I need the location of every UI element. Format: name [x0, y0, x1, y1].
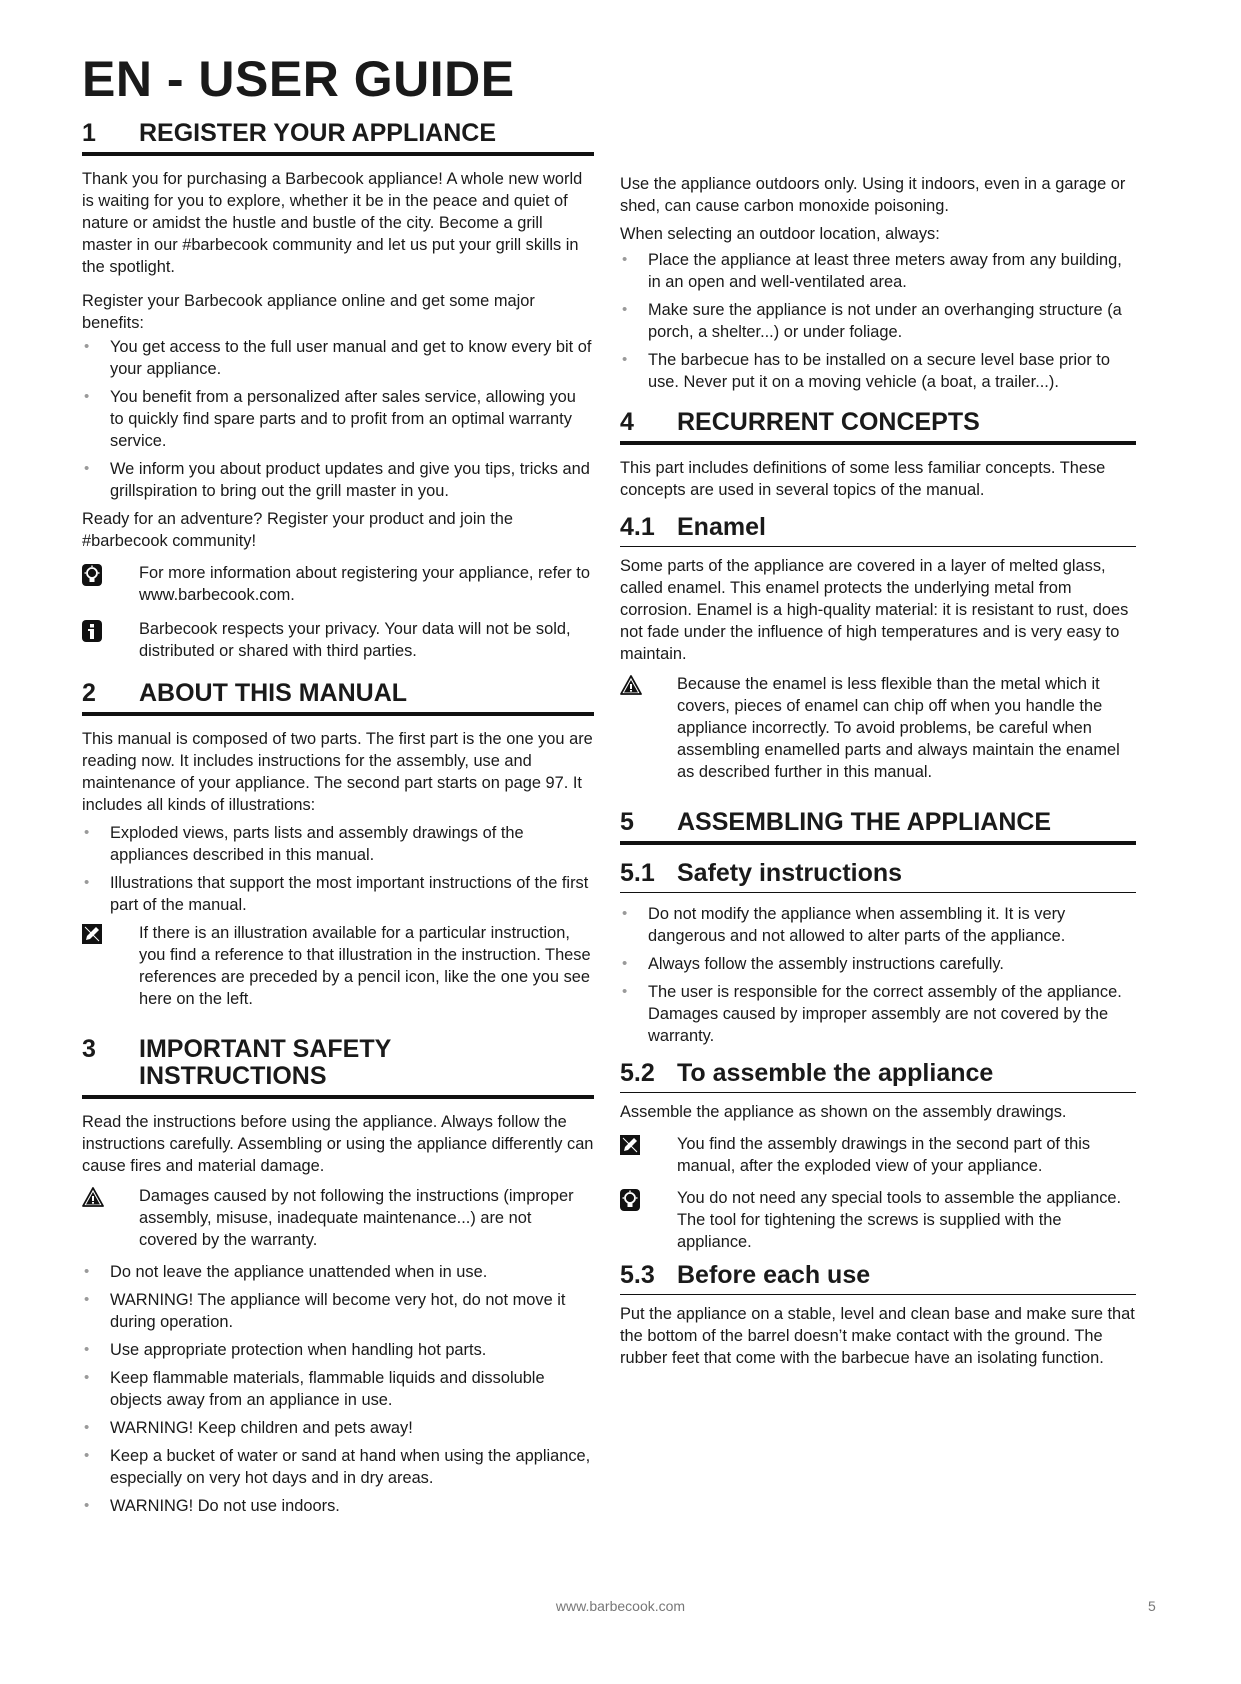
s51-list	[620, 903, 1136, 1047]
section-1-heading	[82, 120, 594, 156]
info-icon	[82, 618, 139, 642]
list-item: • Do not modify the appliance when assembling it. It is very dangerous and not allowed to alter parts of the appliance.	[622, 905, 1066, 945]
tip-text: You do not need any special tools to assemble the appliance. The tool for tightening the screws is supplied with the appliance.	[677, 1189, 1122, 1251]
list-item: • You get access to the full user manual and get to know every bit of your appliance.	[84, 338, 592, 378]
pencil-icon	[82, 922, 139, 944]
section-5-3-heading	[620, 1261, 1136, 1295]
s3-location-list	[620, 249, 1136, 393]
pencil-note	[82, 922, 594, 1010]
section-number: 5	[620, 808, 634, 836]
section-number: 3	[82, 1035, 96, 1063]
list-item: • The barbecue has to be installed on a secure level base prior to use. Never put it on a moving vehicle (a boat, a trailer...).	[622, 351, 1110, 391]
page-title: EN - USER GUIDE	[82, 51, 515, 107]
warning-icon	[620, 673, 677, 695]
section-number: 5.1	[620, 859, 655, 887]
s2-illustrations-list	[82, 822, 594, 916]
list-item: • The user is responsible for the correct assembly of the appliance. Damages caused by improper assembly are not covered by the warranty.	[622, 983, 1122, 1045]
lightbulb-icon	[82, 562, 139, 586]
info-text: Barbecook respects your privacy. Your data will not be sold, distributed or shared with third parties.	[139, 620, 571, 660]
section-5-heading	[620, 809, 1136, 845]
right-column	[620, 173, 1136, 1369]
footer-url: www.barbecook.com	[555, 1598, 686, 1614]
s3-outdoor: Use the appliance outdoors only. Using it indoors, even in a garage or shed, can cause carbon monoxide poisoning.	[620, 175, 1126, 215]
lightbulb-icon	[620, 1187, 677, 1211]
s52-text: Assemble the appliance as shown on the assembly drawings.	[620, 1103, 1067, 1121]
s3-intro: Read the instructions before using the appliance. Always follow the instructions carefully. Assembling or using the appliance differently can cause fires and material damage.	[82, 1113, 594, 1175]
tip-text: For more information about registering your appliance, refer to www.barbecook.com.	[139, 564, 590, 604]
pencil-text: If there is an illustration available for a particular instruction, you find a reference to that illustration in the instruction. These references are preceded by a pencil icon, like the one you see here on the left.	[139, 924, 591, 1008]
pencil-icon	[620, 1133, 677, 1155]
section-title: Safety instructions	[677, 859, 903, 887]
tip-note	[620, 1187, 1136, 1253]
pencil-note	[620, 1133, 1136, 1177]
section-title: IMPORTANT SAFETY INSTRUCTIONS	[139, 1035, 392, 1090]
list-item: • WARNING! Keep children and pets away!	[84, 1419, 413, 1437]
list-item: • Do not leave the appliance unattended when in use.	[84, 1263, 488, 1281]
section-number: 4.1	[620, 513, 655, 541]
warning-icon	[82, 1185, 139, 1207]
s1-ready: Ready for an adventure? Register your product and join the #barbecook community!	[82, 510, 513, 550]
section-number: 1	[82, 119, 96, 147]
list-item: • Place the appliance at least three meters away from any building, in an open and well-ventilated area.	[622, 251, 1122, 291]
warning-text: Because the enamel is less flexible than the metal which it covers, pieces of enamel can chip off when you handle the appliance incorrectly. To avoid problems, be careful when assembling enamelled parts and always maintain the enamel as described further in this manual.	[677, 675, 1120, 781]
s4-intro: This part includes definitions of some less familiar concepts. These concepts are used in several topics of the manual.	[620, 459, 1106, 499]
list-item: • Illustrations that support the most important instructions of the first part of the manual.	[84, 874, 589, 914]
list-item: • Use appropriate protection when handling hot parts.	[84, 1341, 487, 1359]
warning-note	[620, 673, 1136, 783]
list-item: • Keep a bucket of water or sand at hand when using the appliance, especially on very hot days and in dry areas.	[84, 1447, 591, 1487]
list-item: • You benefit from a personalized after sales service, allowing you to quickly find spare parts and to profit from an optimal warranty service.	[84, 388, 576, 450]
s41-text: Some parts of the appliance are covered in a layer of melted glass, called enamel. This enamel protects the underlying metal from corrosion. Enamel is a high-quality material: it is resistant to rust, does not fade under the influence of high temperatures and is very easy to maintain.	[620, 557, 1129, 663]
warning-text: Damages caused by not following the instructions (improper assembly, misuse, inadequate maintenance...) are not covered by the warranty.	[139, 1187, 574, 1249]
page-number: 5	[1148, 1598, 1156, 1614]
section-number: 5.2	[620, 1059, 655, 1087]
section-title: Enamel	[677, 513, 766, 541]
tip-note	[82, 562, 594, 606]
section-5-2-heading	[620, 1059, 1136, 1093]
list-item: • Exploded views, parts lists and assembly drawings of the appliances described in this manual.	[84, 824, 524, 864]
section-2-heading	[82, 680, 594, 716]
section-4-heading	[620, 409, 1136, 445]
section-title: Before each use	[677, 1261, 871, 1289]
list-item: • Make sure the appliance is not under an overhanging structure (a porch, a shelter...) or under foliage.	[622, 301, 1122, 341]
warning-note	[82, 1185, 594, 1251]
list-item: • We inform you about product updates and give you tips, tricks and grillspiration to bring out the grill master in you.	[84, 460, 590, 500]
section-3-heading	[82, 1036, 594, 1099]
info-note	[82, 618, 594, 662]
section-title: RECURRENT CONCEPTS	[677, 408, 980, 436]
section-number: 4	[620, 408, 634, 436]
section-title: ABOUT THIS MANUAL	[139, 679, 408, 707]
s3-safety-list	[82, 1261, 594, 1517]
section-5-1-heading	[620, 859, 1136, 893]
section-number: 5.3	[620, 1261, 655, 1289]
section-4-1-heading	[620, 513, 1136, 547]
list-item: • WARNING! The appliance will become very hot, do not move it during operation.	[84, 1291, 566, 1331]
s2-intro: This manual is composed of two parts. The first part is the one you are reading now. It includes instructions for the assembly, use and maintenance of your appliance. The second part starts on page 97. It includes all kinds of illustrations:	[82, 730, 593, 814]
section-title: To assemble the appliance	[677, 1059, 994, 1087]
pencil-text: You find the assembly drawings in the second part of this manual, after the exploded view of your appliance.	[677, 1135, 1091, 1175]
section-number: 2	[82, 679, 96, 707]
s3-location: When selecting an outdoor location, always:	[620, 225, 940, 243]
list-item: • Keep flammable materials, flammable liquids and dissoluble objects away from an appliance in use.	[84, 1369, 545, 1409]
section-title: REGISTER YOUR APPLIANCE	[139, 119, 496, 147]
s1-register: Register your Barbecook appliance online and get some major benefits:	[82, 292, 535, 332]
list-item: • Always follow the assembly instructions carefully.	[622, 955, 1004, 973]
section-title: ASSEMBLING THE APPLIANCE	[677, 808, 1052, 836]
s1-intro: Thank you for purchasing a Barbecook appliance! A whole new world is waiting for you to explore, whether it be in the peace and quiet of nature or amidst the hustle and bustle of the city. Become a grill master in our #barbecook community and let us put your grill skills in the spotlight.	[82, 170, 583, 276]
s53-text: Put the appliance on a stable, level and clean base and make sure that the bottom of the barrel doesn’t make contact with the ground. The rubber feet that come with the barbecue have an isolating function.	[620, 1305, 1135, 1367]
left-column	[82, 120, 594, 1523]
list-item: • WARNING! Do not use indoors.	[84, 1497, 340, 1515]
s1-benefits-list	[82, 336, 594, 502]
